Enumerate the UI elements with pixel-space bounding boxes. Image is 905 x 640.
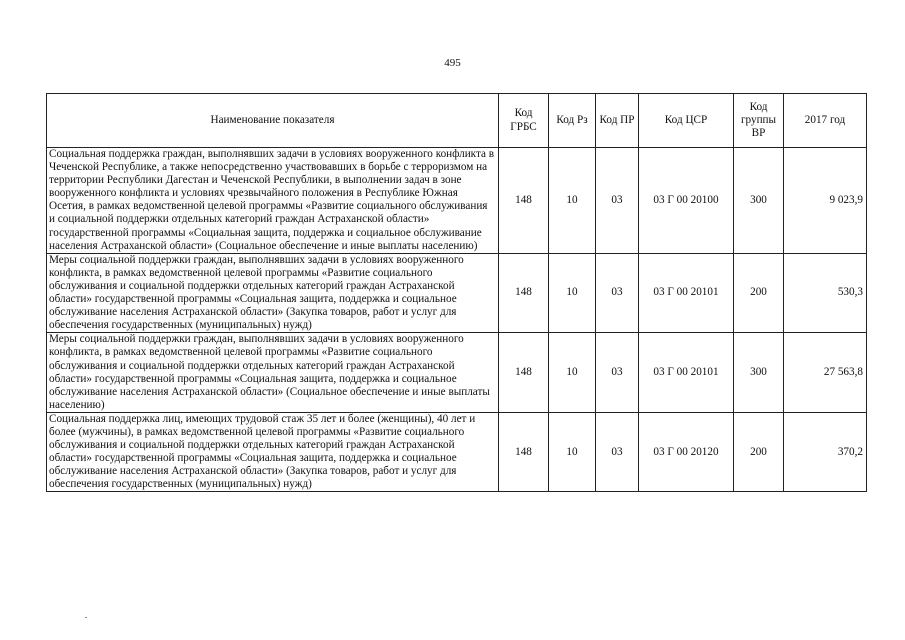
indicator-name-cell: Меры социальной поддержки граждан, выполнявших задачи в условиях вооруженного конфликта, в рамках ведомственной целевой программы «Развитие социального обслуживания и социальной поддержки отдельных категорий граждан Астраханской области» государственной программы «Социальная защита, поддержка и социальное обслуживание населения Астраханской области» (Социальное обеспечение и иные выплаты населению) [47, 333, 499, 413]
amount-cell: 530,3 [784, 253, 867, 333]
rz-code-cell: 10 [549, 253, 596, 333]
budget-table [46, 93, 867, 492]
table-row [47, 253, 867, 333]
csr-code-cell: 03 Г 00 20120 [639, 412, 734, 492]
pr-code-cell: 03 [596, 412, 639, 492]
csr-code-cell: 03 Г 00 20101 [639, 333, 734, 413]
rz-code-cell: 10 [549, 148, 596, 254]
grbs-code-cell: 148 [499, 253, 549, 333]
amount-cell: 9 023,9 [784, 148, 867, 254]
header-csr-code: Код ЦСР [639, 94, 734, 148]
vr-code-cell: 300 [734, 333, 784, 413]
grbs-code-cell: 148 [499, 412, 549, 492]
header-vr-code: Код группы ВР [734, 94, 784, 148]
indicator-name-cell: Социальная поддержка лиц, имеющих трудовой стаж 35 лет и более (женщины), 40 лет и более (мужчины), в рамках ведомственной целевой программы «Развитие социального обслуживания и социальной поддержки отдельных категорий граждан Астраханской области» государственной программы «Социальная защита, поддержка и социальное обслуживание населения Астраханской области» (Закупка товаров, работ и услуг для обеспечения государственных (муниципальных) нужд) [47, 412, 499, 492]
amount-cell: 370,2 [784, 412, 867, 492]
grbs-code-cell: 148 [499, 333, 549, 413]
header-year-2017: 2017 год [784, 94, 867, 148]
scan-speck [85, 617, 87, 618]
table-row [47, 148, 867, 254]
table-header-row [47, 94, 867, 148]
page-number: 495 [444, 57, 461, 69]
pr-code-cell: 03 [596, 333, 639, 413]
header-grbs-code: Код ГРБС [499, 94, 549, 148]
rz-code-cell: 10 [549, 412, 596, 492]
header-rz-code: Код Рз [549, 94, 596, 148]
vr-code-cell: 200 [734, 253, 784, 333]
vr-code-cell: 200 [734, 412, 784, 492]
grbs-code-cell: 148 [499, 148, 549, 254]
table-row [47, 412, 867, 492]
indicator-name-cell: Меры социальной поддержки граждан, выполнявших задачи в условиях вооруженного конфликта, в рамках ведомственной целевой программы «Развитие социального обслуживания и социальной поддержки отдельных категорий граждан Астраханской области» государственной программы «Социальная защита, поддержка и социальное обслуживание населения Астраханской области» (Закупка товаров, работ и услуг для обеспечения государственных (муниципальных) нужд) [47, 253, 499, 333]
rz-code-cell: 10 [549, 333, 596, 413]
amount-cell: 27 563,8 [784, 333, 867, 413]
csr-code-cell: 03 Г 00 20100 [639, 148, 734, 254]
pr-code-cell: 03 [596, 148, 639, 254]
table-row [47, 333, 867, 413]
header-pr-code: Код ПР [596, 94, 639, 148]
pr-code-cell: 03 [596, 253, 639, 333]
header-indicator-name: Наименование показателя [47, 94, 499, 148]
indicator-name-cell: Социальная поддержка граждан, выполнявших задачи в условиях вооруженного конфликта в Чеченской Республике, а также непосредственно участвовавших в борьбе с терроризмом на территории Республики Дагестан и Чеченской Республики, в выполнении задач в зоне вооруженного конфликта и условиях чрезвычайного положения в Республике Южная Осетия, в рамках ведомственной целевой программы «Развитие социального обслуживания и социальной поддержки отдельных категорий граждан Астраханской области» государственной программы «Социальная защита, поддержка и социальное обслуживание населения Астраханской области» (Социальное обеспечение и иные выплаты населению) [47, 148, 499, 254]
csr-code-cell: 03 Г 00 20101 [639, 253, 734, 333]
vr-code-cell: 300 [734, 148, 784, 254]
